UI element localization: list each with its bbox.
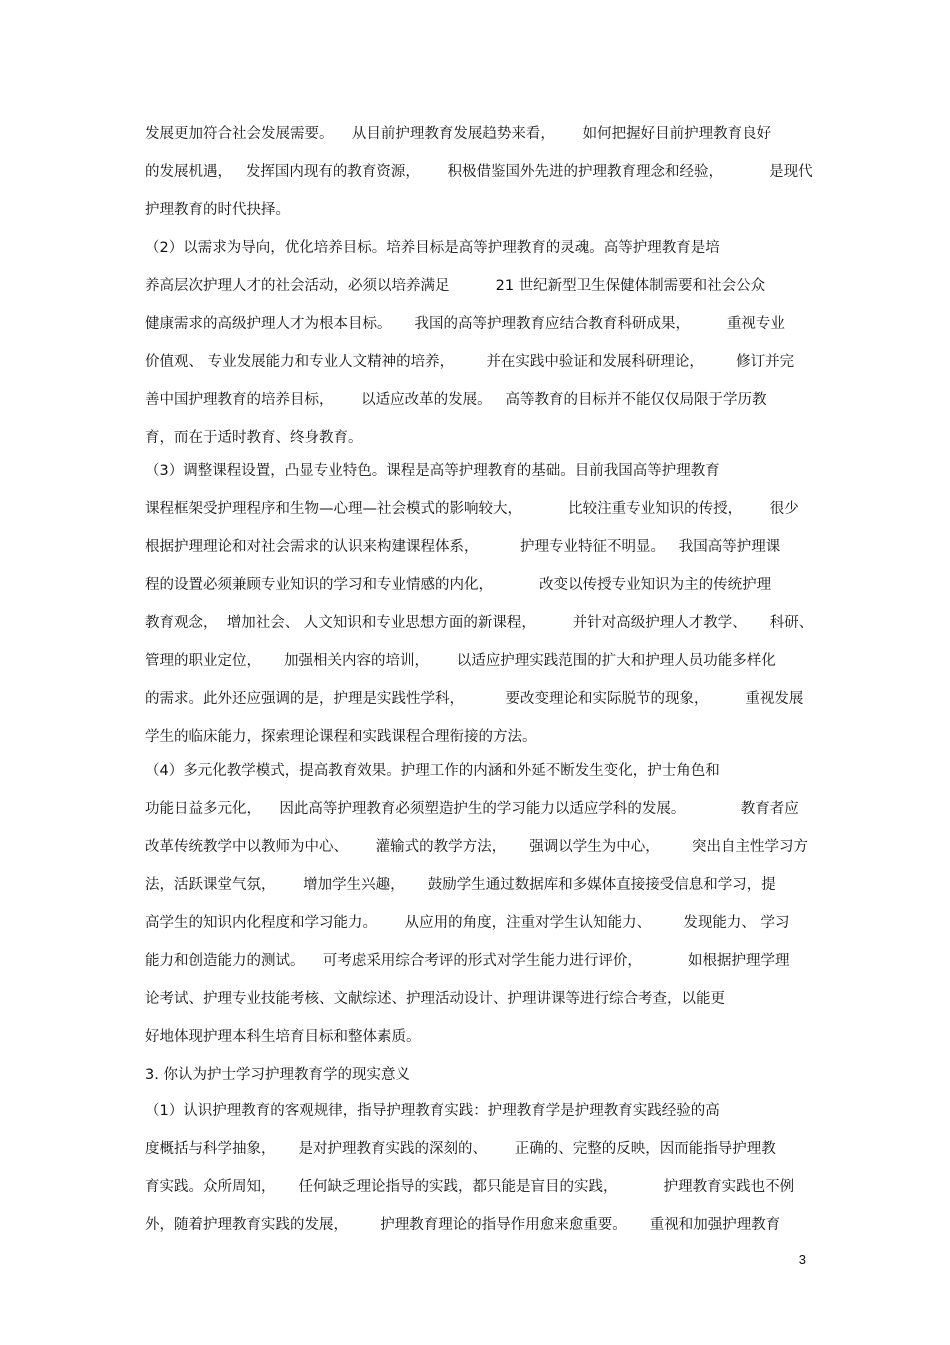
text-line: （1）认识护理教育的客观规律，指导护理教育实践：护理教育学是护理教育实践经验的高 (145, 1103, 720, 1119)
text-line: 能力和创造能力的测试。 可考虑采用综合考评的形式对学生能力进行评价， 如根据护理学理 (145, 953, 790, 969)
text-line: 功能日益多元化， 因此高等护理教育必须塑造护生的学习能力以适应学科的发展。 教育者应 (145, 801, 799, 817)
text-line: 的需求。此外还应强调的是，护理是实践性学科， 要改变理论和实际脱节的现象， 重视发展 (145, 691, 804, 707)
text-line: 教育观念， 增加社会、 人文知识和专业思想方面的新课程， 并针对高级护理人才教学、 科研、 (145, 615, 814, 631)
text-line: （2）以需求为导向，优化培养目标。培养目标是高等护理教育的灵魂。高等护理教育是培 (145, 240, 720, 256)
text-line: 度概括与科学抽象， 是对护理教育实践的深刻的、 正确的、完整的反映，因而能指导护理教 (145, 1141, 776, 1157)
text-line: 育实践。众所周知， 任何缺乏理论指导的实践，都只能是盲目的实践， 护理教育实践也不例 (145, 1179, 795, 1195)
text-line: 高学生的知识内化程度和学习能力。 从应用的角度，注重对学生认知能力、 发现能力、 学习 (145, 915, 790, 931)
text-line: 价值观、 专业发展能力和专业人文精神的培养， 并在实践中验证和发展科研理论， 修订并完 (145, 354, 795, 370)
text-line: 程的设置必须兼顾专业知识的学习和专业情感的内化， 改变以传授专业知识为主的传统护理 (145, 577, 772, 593)
text-line: 外，随着护理教育实践的发展， 护理教育理论的指导作用愈来愈重要。 重视和加强护理教育 (145, 1217, 781, 1233)
text-line: 改革传统教学中以教师为中心、 灌输式的教学方法， 强调以学生为中心， 突出自主性学习方 (145, 839, 808, 855)
text-line: 根据护理理论和对社会需求的认识来构建课程体系， 护理专业特征不明显。 我国高等护理课 (145, 539, 781, 555)
text-line: 的发展机遇， 发挥国内现有的教育资源， 积极借鉴国外先进的护理教育理念和经验， 是现代 (145, 164, 813, 180)
text-line: 善中国护理教育的培养目标， 以适应改革的发展。 高等教育的目标并不能仅仅局限于学历教 (145, 392, 767, 408)
text-line: （3）调整课程设置，凸显专业特色。课程是高等护理教育的基础。目前我国高等护理教育 (145, 463, 720, 479)
text-line: 3. 你认为护士学习护理教育学的现实意义 (145, 1067, 410, 1083)
text-line: 管理的职业定位， 加强相关内容的培训， 以适应护理实践范围的扩大和护理人员功能多样化 (145, 653, 776, 669)
text-line: 健康需求的高级护理人才为根本目标。 我国的高等护理教育应结合教育科研成果， 重视专业 (145, 316, 785, 332)
page-number: 3 (798, 1252, 806, 1267)
text-line: 养高层次护理人才的社会活动，必须以培养满足 21 世纪新型卫生保健体制需要和社会公众 (145, 278, 766, 294)
text-line: 课程框架受护理程序和生物—心理—社会模式的影响较大， 比较注重专业知识的传授， 很少 (145, 501, 799, 517)
text-line: 学生的临床能力，探索理论课程和实践课程合理衔接的方法。 (145, 729, 537, 745)
text-line: 护理教育的时代抉择。 (145, 202, 290, 218)
text-line: 发展更加符合社会发展需要。 从目前护理教育发展趋势来看， 如何把握好目前护理教育良好 (145, 126, 772, 142)
text-line: 育，而在于适时教育、终身教育。 (145, 430, 363, 446)
text-line: 好地体现护理本科生培育目标和整体素质。 (145, 1029, 421, 1045)
text-line: 论考试、护理专业技能考核、文献综述、护理活动设计、护理讲课等进行综合考查，以能更 (145, 991, 725, 1007)
text-line: （4）多元化教学模式，提高教育效果。护理工作的内涵和外延不断发生变化，护士角色和 (145, 763, 720, 779)
text-line: 法，活跃课堂气氛， 增加学生兴趣， 鼓励学生通过数据库和多媒体直接接受信息和学习，提 (145, 877, 776, 893)
